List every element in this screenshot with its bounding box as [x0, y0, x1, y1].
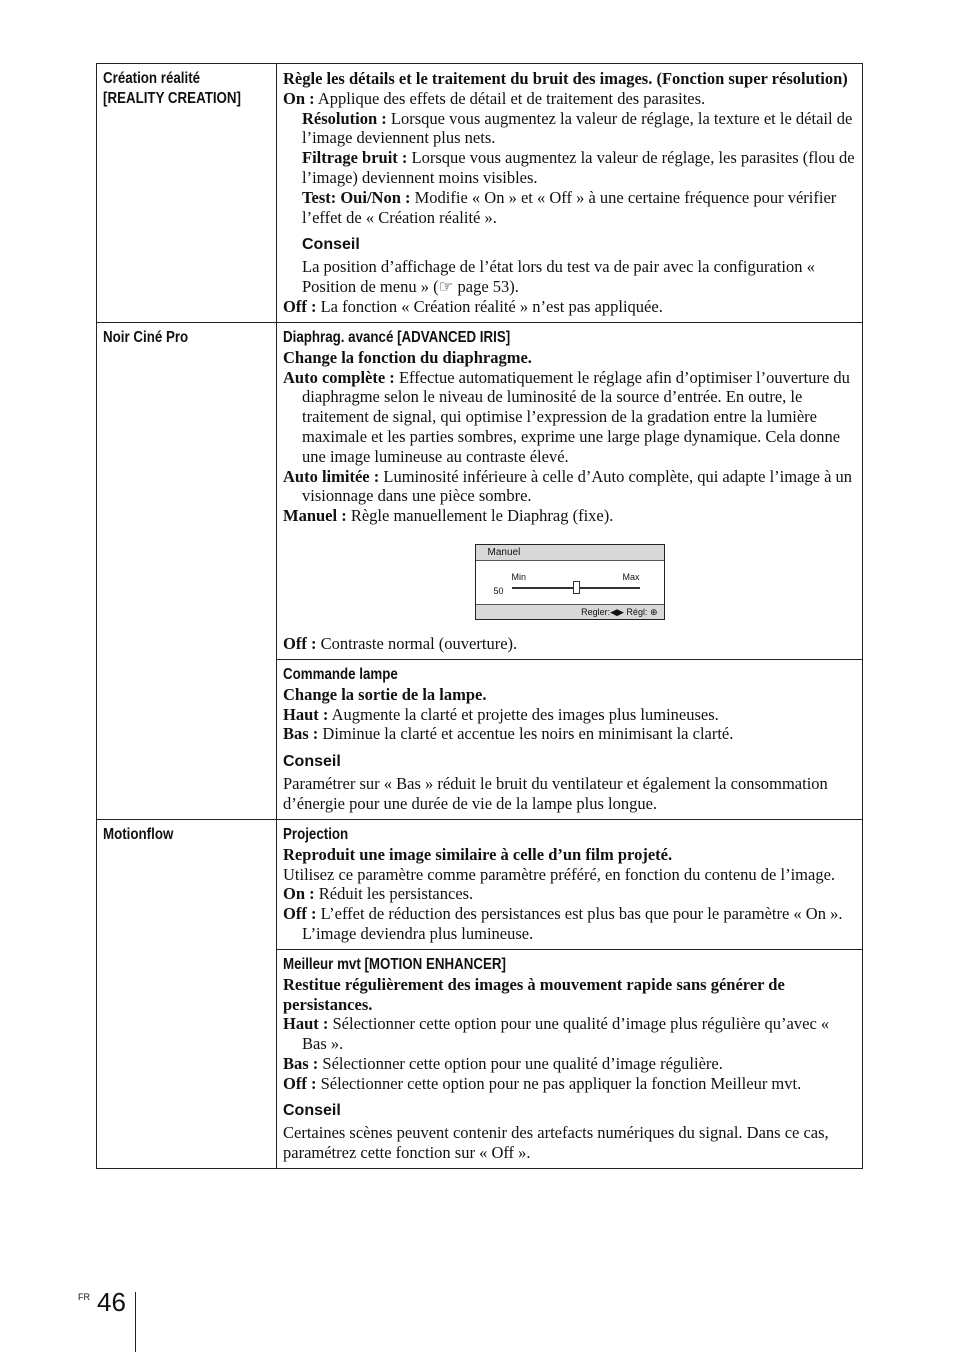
menu-footer: Regler:◀▶ Régl: ⊕: [476, 604, 664, 619]
tip-text: Paramétrer sur « Bas » réduit le bruit du ventilateur et également la consommation d’énergie pour une durée de vie de la lampe plus longue.: [283, 774, 828, 813]
sub-option-filtrage: Filtrage bruit : Lorsque vous augmentez la valeur de réglage, les parasites (flou de l’image) deviennent moins visibles.: [302, 148, 855, 187]
row-motionflow: [97, 819, 863, 949]
description-cell: [277, 819, 863, 949]
setting-label: Motionflow: [103, 825, 174, 843]
intro-text: Restitue régulièrement des images à mouvement rapide sans générer de persistances.: [283, 974, 785, 1014]
label-cell: [97, 322, 277, 819]
option-off: Off : Contraste normal (ouverture).: [283, 633, 518, 653]
slider-min-label: Min: [511, 571, 527, 582]
description-cell: [277, 949, 863, 1168]
sub-setting-heading: Projection: [283, 825, 349, 843]
row-noir-cine-pro: [97, 322, 863, 659]
manual-iris-menu-illustration: [475, 544, 665, 620]
tip-title: Conseil: [283, 1102, 341, 1120]
language-code: FR: [78, 1292, 90, 1302]
menu-title: Manuel: [476, 545, 664, 561]
tip-title: Conseil: [283, 753, 341, 771]
page-number: 46: [97, 1287, 126, 1317]
sub-option-resolution: Résolution : Lorsque vous augmentez la valeur de réglage, la texture et le détail de l’image deviennent plus nets.: [302, 108, 853, 148]
option-auto-complete: Auto complète : Effectue automatiquement le réglage afin d’optimiser l’ouverture du diaphragme selon le niveau de luminosité de la source d’entrée. En outre, le traitement de signal, qui optimise l’expression de la gradation entre la lumière maximale et les parties sombres, exprime une large plage dynamique. Cela donne une image lumineuse au contraste élevé.: [283, 367, 850, 466]
sub-setting-heading: Meilleur mvt [MOTION ENHANCER]: [283, 955, 506, 973]
description-cell: [277, 322, 863, 659]
sub-option-test: Test: Oui/Non : Modifie « On » et « Off » à une certaine fréquence pour vérifier l’effet de « Création réalité ».: [302, 187, 837, 227]
label-cell: [97, 819, 277, 1168]
tip-text: La position d’affichage de l’état lors du test va de pair avec la configuration « Position de menu » (☞ page 53).: [302, 257, 815, 297]
footer-divider: [135, 1292, 136, 1352]
slider-thumb: [573, 581, 580, 594]
setting-label-sub: [REALITY CREATION]: [103, 90, 241, 107]
label-cell: [97, 64, 277, 323]
option-bas: Bas : Sélectionner cette option pour une qualité d’image régulière.: [283, 1053, 723, 1073]
intro-text: Change la fonction du diaphragme.: [283, 347, 532, 367]
row-creation-realite: [97, 64, 863, 323]
option-on: On : Applique des effets de détail et de traitement des parasites.: [283, 88, 706, 108]
sub-setting-heading: Commande lampe: [283, 665, 398, 683]
option-auto-limitee: Auto limitée : Luminosité inférieure à celle d’Auto complète, qui adapte l’image à un visionnage dans une pièce sombre.: [283, 466, 853, 506]
intro-text: Règle les détails et le traitement du bruit des images. (Fonction super résolution): [283, 69, 848, 88]
slider-max-label: Max: [622, 571, 640, 582]
option-off: Off : La fonction « Création réalité » n’est pas appliquée.: [283, 296, 663, 316]
intro-text: Change la sortie de la lampe.: [283, 684, 487, 704]
option-manuel: Manuel : Règle manuellement le Diaphrag (fixe).: [283, 506, 614, 526]
option-on: On : Réduit les persistances.: [283, 884, 474, 904]
tip-text: Certaines scènes peuvent contenir des artefacts numériques du signal. Dans ce cas, paramétrez cette fonction sur « Off ».: [283, 1123, 829, 1163]
setting-label: Création réalité: [103, 70, 201, 87]
tip-title: Conseil: [302, 236, 360, 254]
setting-label: Noir Ciné Pro: [103, 328, 189, 346]
sub-setting-heading: Diaphrag. avancé [ADVANCED IRIS]: [283, 328, 511, 346]
option-haut: Haut : Sélectionner cette option pour une qualité d’image plus régulière qu’avec « Bas ».: [283, 1014, 830, 1054]
option-off: Off : L’effet de réduction des persistances est plus bas que pour le paramètre « On ». L’image deviendra plus lumineuse.: [283, 904, 843, 943]
desc-text: Utilisez ce paramètre comme paramètre préféré, en fonction du contenu de l’image.: [283, 864, 836, 884]
description-cell: [277, 659, 863, 819]
description-cell: [277, 64, 863, 323]
option-haut: Haut : Augmente la clarté et projette des images plus lumineuses.: [283, 704, 719, 724]
option-bas: Bas : Diminue la clarté et accentue les noirs en minimisant la clarté.: [283, 724, 734, 744]
slider-value: 50: [493, 585, 504, 596]
settings-table: [96, 63, 863, 1169]
intro-text: Reproduit une image similaire à celle d’un film projeté.: [283, 844, 673, 864]
option-off: Off : Sélectionner cette option pour ne pas appliquer la fonction Meilleur mvt.: [283, 1073, 802, 1093]
